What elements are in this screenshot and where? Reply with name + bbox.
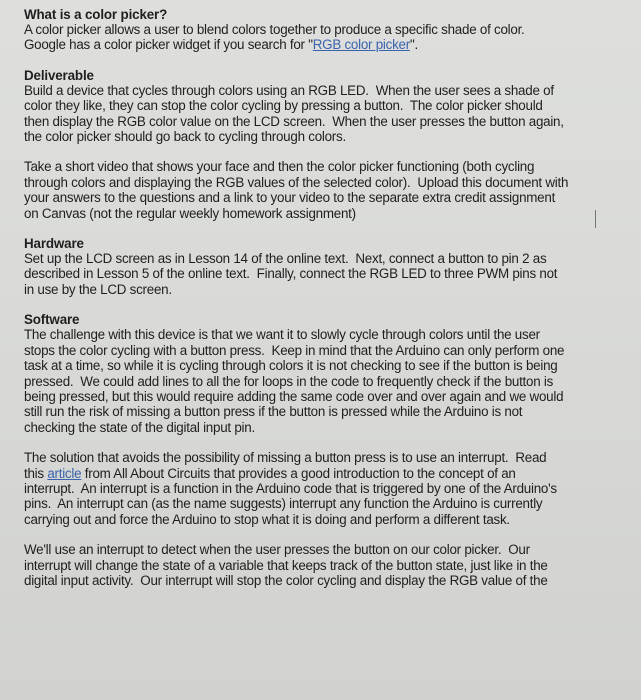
section-hardware [24,236,627,297]
solution-line2-before: this [24,465,48,481]
section-solution [24,450,627,527]
video-paragraph: Take a short video that shows your face and then the color picker functioning (both cycling through colors and displaying the RGB values of the selected color). Upload this document with your answers to the questions and a link to your video to the separate extra credit assignment on Canvas (not the regular weekly homework assignment) [24,159,569,221]
software-title: Software [24,312,80,328]
deliverable-title: Deliverable [24,67,94,83]
hardware-title: Hardware [24,236,84,252]
section-deliverable [24,68,627,145]
hardware-paragraph: Set up the LCD screen as in Lesson 14 of the online text. Next, connect a button to pin 2 as described in Lesson 5 of the online text. Finally, connect the RGB LED to three PWM pins not in use by the LCD screen. [24,251,558,297]
rgb-color-picker-link[interactable]: RGB color picker [312,37,410,53]
text-cursor [595,210,596,228]
section-software [24,312,627,435]
what-is-title: What is a color picker? [24,7,168,22]
interrupt-paragraph: We'll use an interrupt to detect when the user presses the button on our color picker. Our interrupt will change the state of a variable that keeps track of the button state, just like in the digital input activity. Our interrupt will stop the color cycling and display the RGB value of the [24,542,548,588]
solution-paragraph [24,450,627,527]
section-what-is [24,7,627,53]
solution-rest: interrupt. An interrupt is a function in the Arduino code that is triggered by one of the Arduino's pins. An interrupt can (as the name suggests) interrupt any function the Arduino is currently carrying out and force the Arduino to stop what it is doing and perform a different task. [24,480,557,527]
section-interrupt [24,542,627,588]
solution-line2-after: from All About Circuits that provides a good introduction to the concept of an [81,465,516,481]
deliverable-paragraph: Build a device that cycles through colors using an RGB LED. When the user sees a shade of color they like, they can stop the color cycling by pressing a button. The color picker should then display the RGB color value on the LCD screen. When the user presses the button again, the color picker should go back to cycling through colors. [24,82,564,145]
what-is-line2-before: Google has a color picker widget if you search for " [24,37,313,53]
what-is-line2-after: ". [409,37,418,53]
section-video [24,159,627,221]
software-paragraph: The challenge with this device is that we want it to slowly cycle through colors until the user stops the color cycling with a button press. Keep in mind that the Arduino can only perform one task at a time, so while it is cycling through colors it is not checking to see if the button is being pressed. We could add lines to all the for loops in the code to frequently check if the button is being pressed, but this would require adding the same code over and over again and we would still run the risk of missing a button press if the button is pressed while the Arduino is not checking the state of the digital input pin. [24,327,565,435]
what-is-line1: A color picker allows a user to blend colors together to produce a specific shade of color. [24,22,525,37]
solution-line1: The solution that avoids the possibility of missing a button press is to use an interrupt. Read [24,450,547,466]
what-is-paragraph [24,22,627,53]
article-link[interactable]: article [47,465,82,481]
